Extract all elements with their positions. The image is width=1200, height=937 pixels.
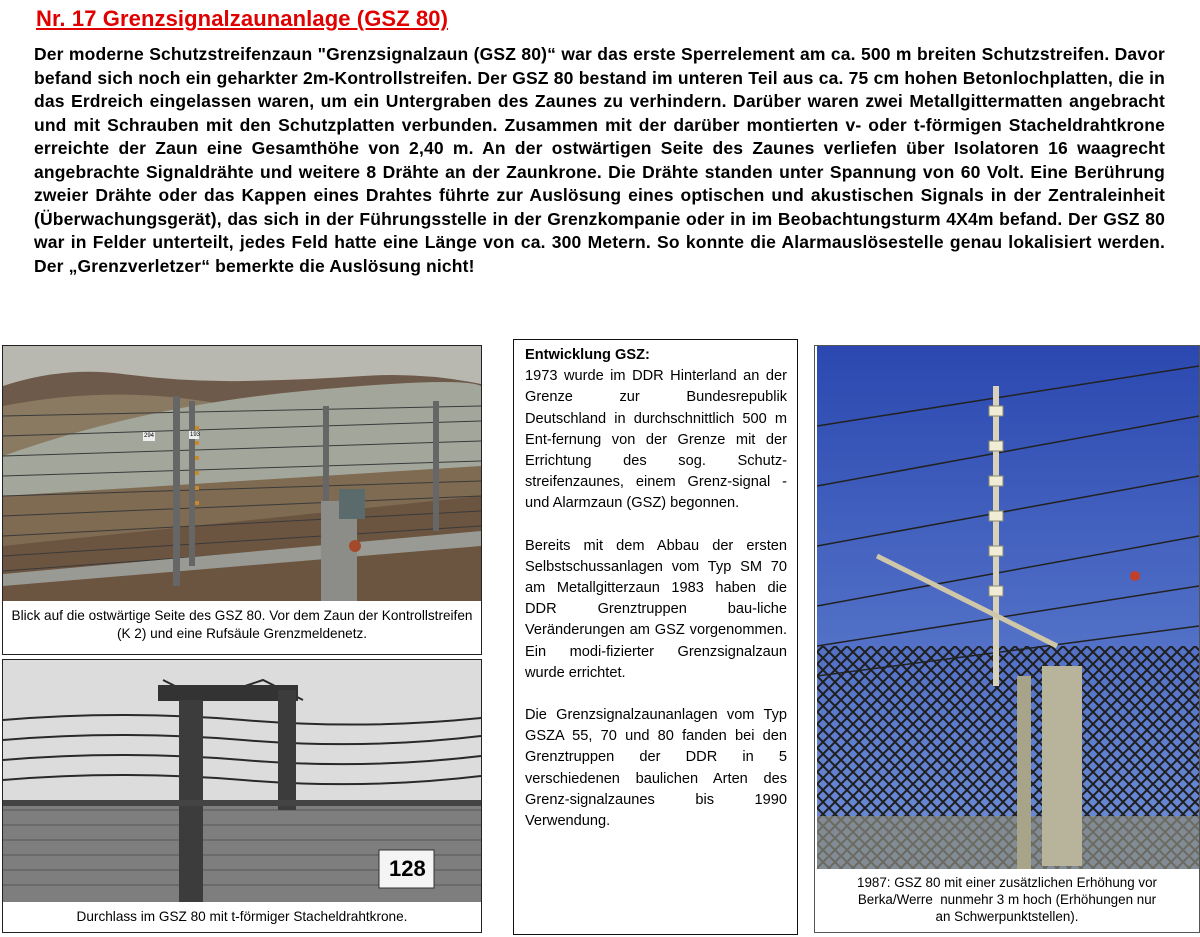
development-paragraph-2: Bereits mit dem Abbau der ersten Selbstschussanlagen vom Typ SM 70 am Metallgitterzaun 1983 haben die DDR Grenztruppen bau-liche Veränderungen am GSZ vorgenommen. Ein modi-fizierter Grenzsignalzaun wurde errichtet. <box>525 537 787 681</box>
photo-box-east-side <box>2 345 482 655</box>
caption-1987 <box>817 874 1197 925</box>
photo-gsz-1987-elevation <box>817 346 1199 869</box>
intro-paragraph: Der moderne Schutzstreifenzaun "Grenzsignalzaun (GSZ 80)“ war das erste Sperrelement am ca. 500 m breiten Schutzstreifen. Davor befand sich noch ein geharkter 2m-Kontrollstreifen. Der GSZ 80 bestand im unteren Teil aus ca. 75 cm hohen Betonlochplatten, die in das Erdreich eingelassen waren, um ein Untergraben des Zaunes zu verhindern. Darüber waren zwei Metallgittermatten angebracht und mit Schrauben mit den Schutzplatten verbunden. Zusammen mit der darüber montierten v- oder t-förmigen Stacheldrahtkrone erreichte der Zaun eine Gesamthöhe von 2,40 m. An der ostwärtigen Seite des Zaunes verliefen über Isolatoren 16 waagrecht angebrachte Signaldrähte und weitere 8 Drähte an der Zaunkrone. Die Drähte standen unter Spannung von 60 Volt. Eine Berührung zweier Drähte oder das Kappen eines Drahtes führte zur Auslösung eines optischen und akustischen Signals in der Zentraleinheit (Überwachungsgerät), das sich in der Führungsstelle in der Grenzkompanie oder in im Beobachtungsturm 4X4m befand. Der GSZ 80 war in Felder unterteilt, jedes Feld hatte eine Länge von ca. 300 Metern. So konnte die Alarmauslösestelle genau lokalisiert werden. Der „Grenzverletzer“ bemerkte die Auslösung nicht! <box>34 44 1165 276</box>
development-box <box>513 339 798 935</box>
post-label-294: 294 <box>144 433 155 439</box>
caption-passage: Durchlass im GSZ 80 mit t-förmiger Stacheldrahtkrone. <box>76 909 408 924</box>
caption-1987-line-3: an Schwerpunktstellen). <box>935 909 1079 924</box>
caption-1987-line-1: 1987: GSZ 80 mit einer zusätzlichen Erhöhung vor <box>857 875 1157 890</box>
development-paragraph-3: Die Grenzsignalzaunanlagen vom Typ GSZA 55, 70 und 80 fanden bei den Grenztruppen der DDR in 5 verschiedenen baulichen Arten des Grenz-signalzaunes bis 1990 Verwendung. <box>525 707 787 830</box>
development-paragraph-1: 1973 wurde im DDR Hinterland an der Grenze zur Bundesrepublik Deutschland in durchschnittlich 500 m Ent-fernung von der Grenze mit der Errichtung des sog. Schutz-streifenzaunes, einem Grenz-signal - und Alarmzaun (GSZ) begonnen. <box>525 368 787 512</box>
sign-number: 128 <box>389 856 426 881</box>
photo-box-1987 <box>814 345 1200 933</box>
caption-east-side: Blick auf die ostwärtige Seite des GSZ 80. Vor dem Zaun der Kontrollstreifen (K 2) und eine Rufsäule Grenzmeldenetz. <box>11 608 473 641</box>
post-label-193: 193 <box>190 432 201 438</box>
page-title: Nr. 17 Grenzsignalzaunanlage (GSZ 80) <box>36 6 449 31</box>
photo-passage-barbed-wire <box>3 660 481 902</box>
caption-1987-line-2: Berka/Werre nunmehr 3 m hoch (Erhöhungen nur <box>857 892 1157 907</box>
photo-fence-east-side <box>3 346 481 601</box>
photo-box-passage <box>2 659 482 933</box>
development-heading: Entwicklung GSZ: <box>525 347 650 363</box>
